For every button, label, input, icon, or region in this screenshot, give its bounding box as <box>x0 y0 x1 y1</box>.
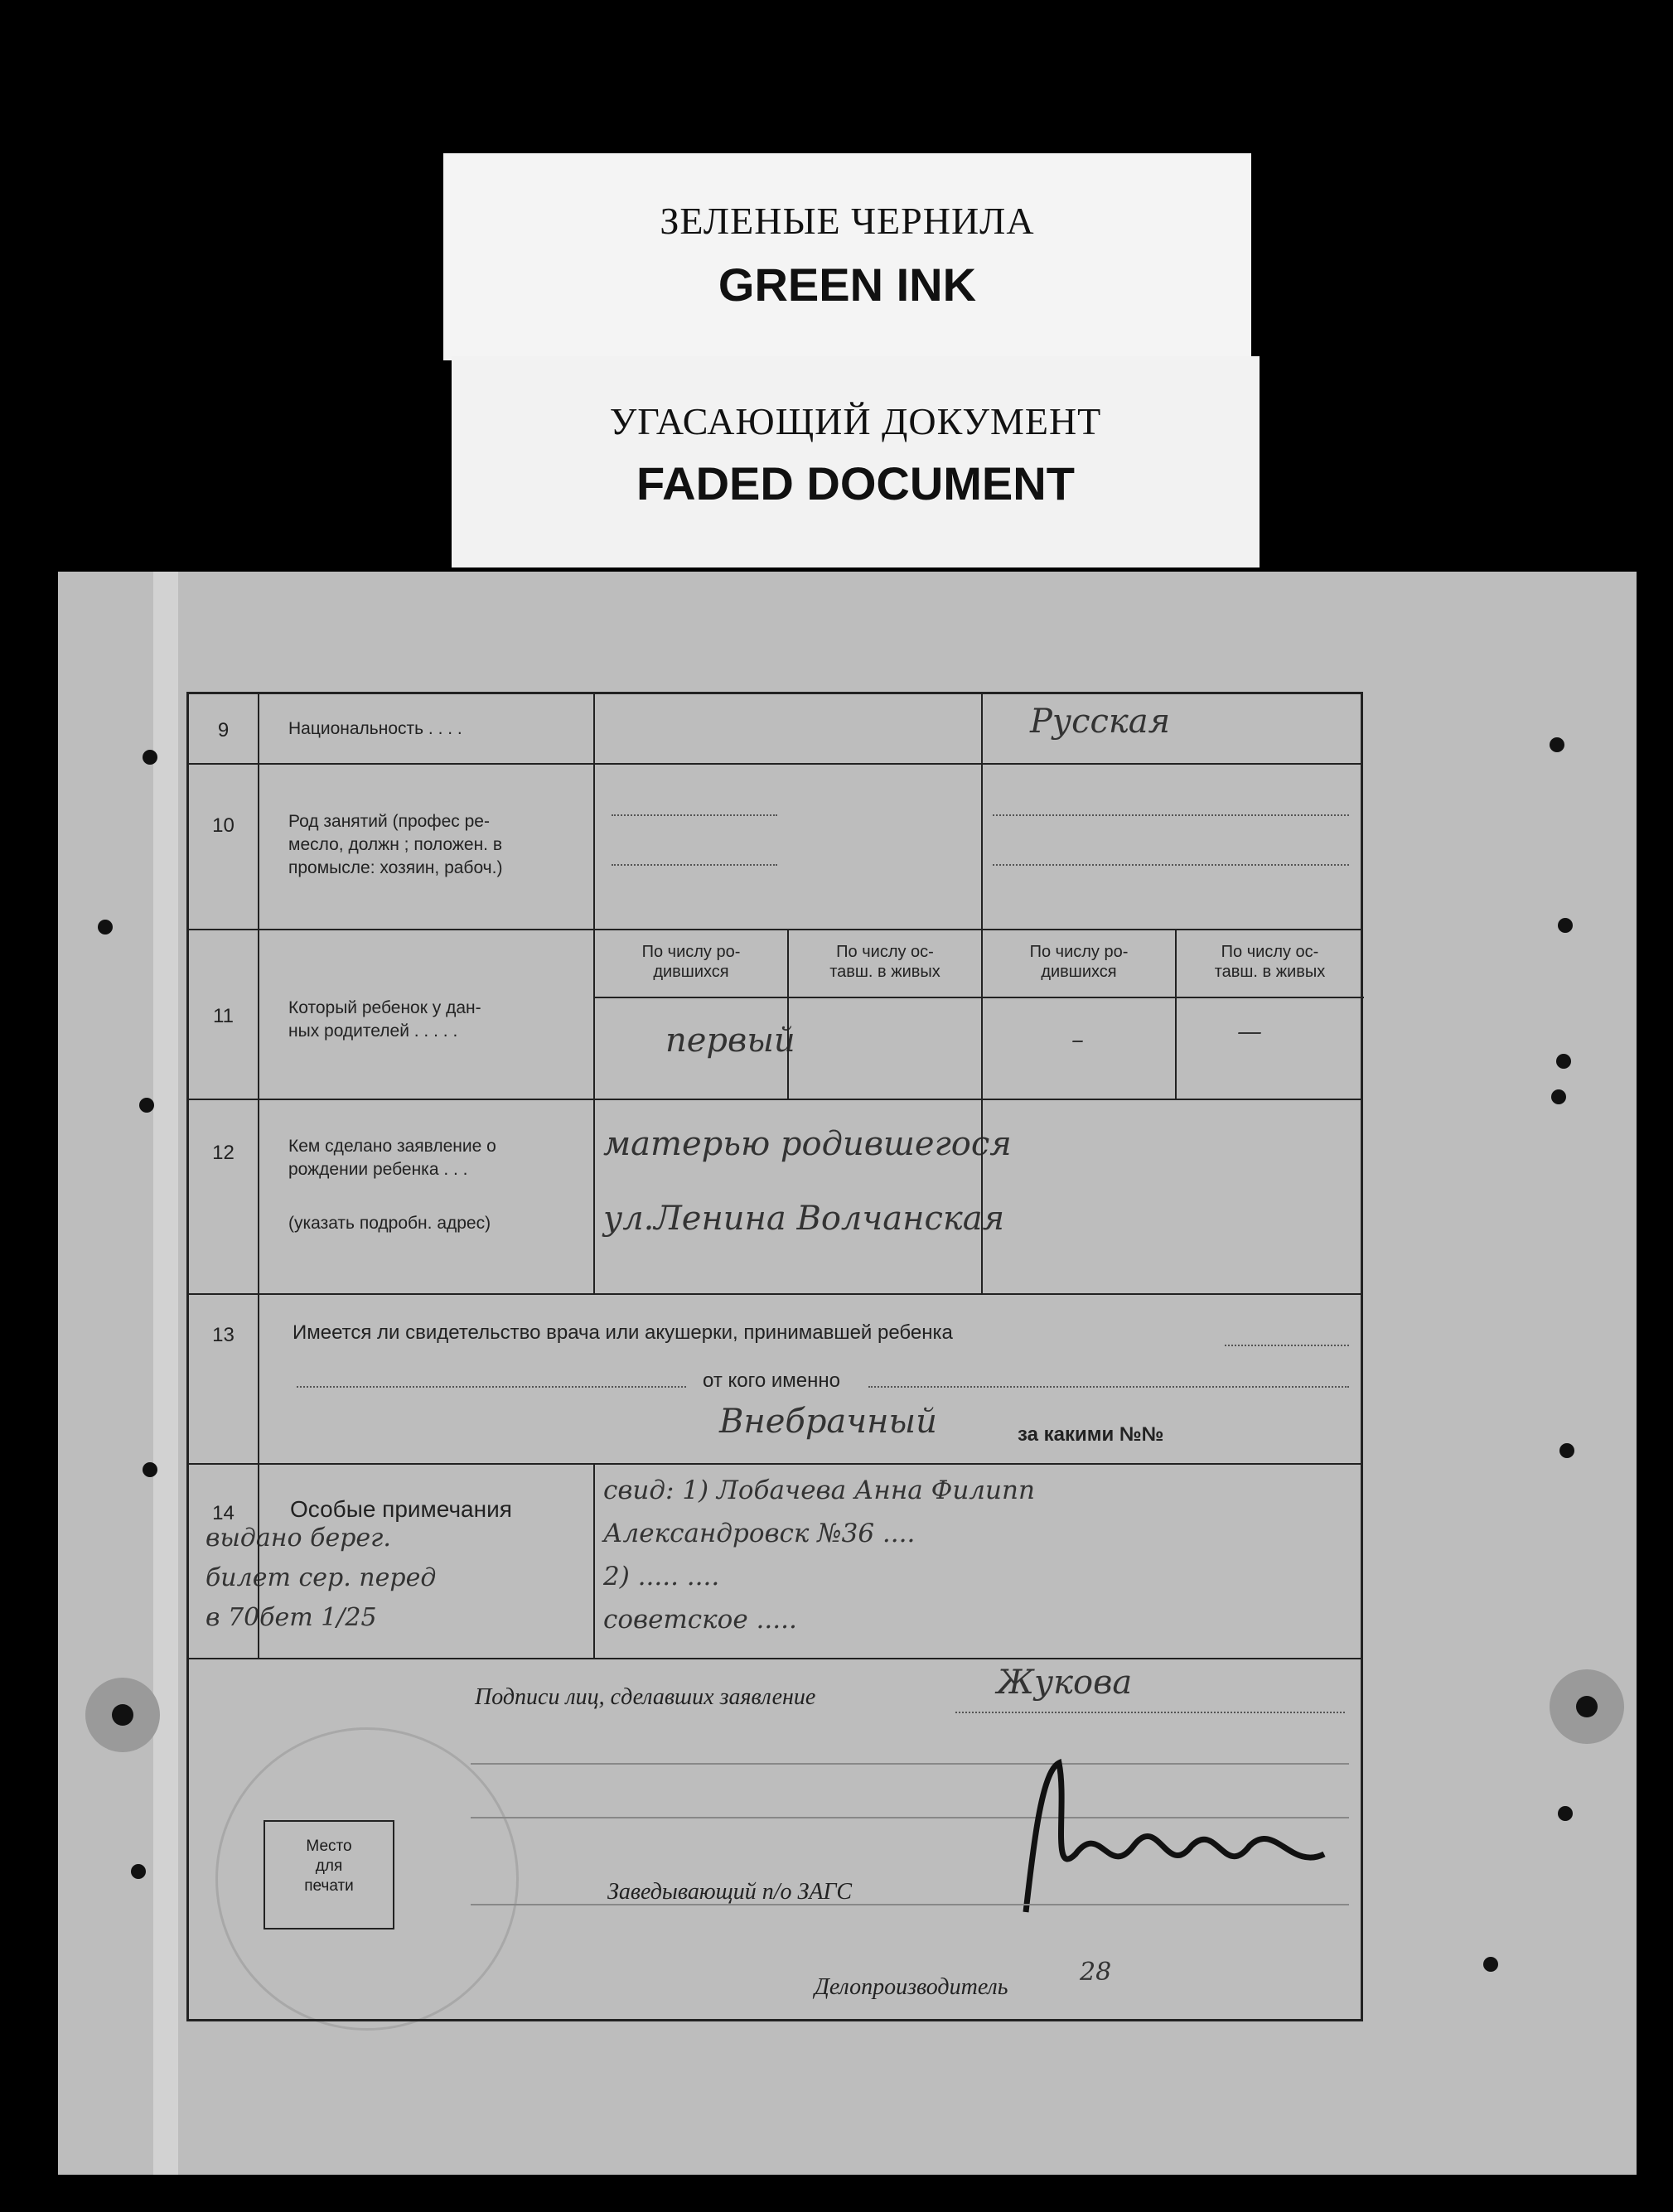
occupation-label: Род занятий (профес ре- месло, должн ; положен. в промысле: хозяин, рабоч.) <box>288 812 503 877</box>
certificate-question: Имеется ли свидетельство врача или акушерки, принимавшей ребенка <box>293 1321 953 1344</box>
punch-hole <box>139 1098 154 1113</box>
grid-line <box>787 930 789 1100</box>
child-order-value: первый <box>665 1021 795 1060</box>
green-ink-ru: ЗЕЛЕНЫЕ ЧЕРНИЛА <box>660 200 1035 242</box>
faded-document-en: FADED DOCUMENT <box>636 457 1075 510</box>
dotted-line <box>993 814 1349 816</box>
from-whom-label: от кого именно <box>703 1369 840 1392</box>
applicant-value: матерью родившегося <box>603 1125 1012 1163</box>
dotted-line <box>955 1712 1345 1713</box>
punch-hole <box>1483 1957 1498 1972</box>
row-number: 13 <box>212 1324 235 1346</box>
col-born-1: По числу ро- дившихся <box>641 943 741 981</box>
child-order-dash: – <box>1071 1026 1084 1055</box>
applicants-signature-label: Подписи лиц, сделавших заявление <box>475 1684 816 1710</box>
col-alive-2: По числу ос- тавш. в живых <box>1214 943 1326 981</box>
dotted-line <box>993 864 1349 866</box>
signature-line <box>471 1904 1349 1905</box>
row-number: 9 <box>217 719 230 741</box>
row-occupation <box>189 765 1361 930</box>
faded-document-ru: УГАСАЮЩИЙ ДОКУМЕНТ <box>609 400 1102 442</box>
child-order-label: Который ребенок у дан- ных родителей . . . . . <box>288 998 481 1041</box>
row-number: 12 <box>212 1142 235 1164</box>
punch-hole <box>98 920 113 935</box>
row-notes <box>189 1465 1361 1659</box>
nationality-label: Национальность . . . . <box>288 719 462 738</box>
dotted-line <box>612 864 777 866</box>
row-child-order <box>189 930 1361 1100</box>
numbers-label: за какими №№ <box>1018 1423 1164 1446</box>
notes-right-value: свид: 1) Лобачева Анна Филипп Александровск №36 .... 2) ..... .... советское ..... <box>603 1475 1035 1635</box>
punch-hole <box>1558 918 1573 933</box>
stamp-place-box <box>264 1820 394 1929</box>
dotted-line <box>868 1386 1349 1388</box>
punch-hole <box>1559 1443 1574 1458</box>
notes-label: Особые примечания <box>290 1496 512 1522</box>
punch-hole <box>143 1462 157 1477</box>
grid-line <box>981 694 983 1295</box>
faded-document-card <box>452 356 1260 567</box>
row-number: 10 <box>212 814 235 837</box>
address-label: (указать подробн. адрес) <box>288 1214 491 1233</box>
row-number: 11 <box>213 1005 234 1027</box>
divider <box>593 997 1364 998</box>
punch-hole <box>131 1864 146 1879</box>
punch-hole <box>143 750 157 765</box>
row-nationality <box>189 694 1361 765</box>
applicant-label: Кем сделано заявление о рождении ребенка . . . <box>288 1137 496 1179</box>
head-signature-label: Заведывающий п/о ЗАГС <box>607 1879 853 1905</box>
row-number: 14 <box>212 1502 235 1524</box>
grid-line <box>593 1465 595 1659</box>
green-ink-card <box>443 153 1251 360</box>
green-ink-en: GREEN INK <box>718 258 977 311</box>
punch-hole <box>1558 1806 1573 1821</box>
child-order-dash: — <box>1237 1017 1262 1046</box>
dotted-line <box>1225 1345 1349 1346</box>
dotted-line <box>612 814 777 816</box>
stamp-place-label: Место для печати <box>304 1838 354 1895</box>
nationality-value: Русская <box>1030 703 1171 741</box>
grid-line <box>1175 930 1177 1100</box>
row-applicant <box>189 1100 1361 1295</box>
dotted-line <box>297 1386 686 1388</box>
grid-line <box>593 694 595 1295</box>
applicants-signature: Жукова <box>997 1664 1133 1702</box>
punch-hole <box>1556 1054 1571 1069</box>
punch-hole <box>1550 737 1564 752</box>
notes-left-value: выдано берег. билет сер. перед в 70бет 1/25 <box>205 1524 437 1632</box>
row-certificate <box>189 1295 1361 1465</box>
binder-hole <box>1550 1669 1624 1744</box>
head-signature <box>1009 1755 1341 1920</box>
address-value: ул.Ленина Волчанская <box>603 1200 1005 1238</box>
binder-hole <box>85 1678 160 1752</box>
col-alive-1: По числу ос- тавш. в живых <box>829 943 940 981</box>
col-born-2: По числу ро- дившихся <box>1029 943 1129 981</box>
clerk-signature: 28 <box>1080 1958 1112 1987</box>
certificate-value: Внебрачный <box>719 1403 937 1441</box>
clerk-signature-label: Делопроизводитель <box>815 1974 1008 2000</box>
grid-line <box>258 694 259 1659</box>
punch-hole <box>1551 1089 1566 1104</box>
